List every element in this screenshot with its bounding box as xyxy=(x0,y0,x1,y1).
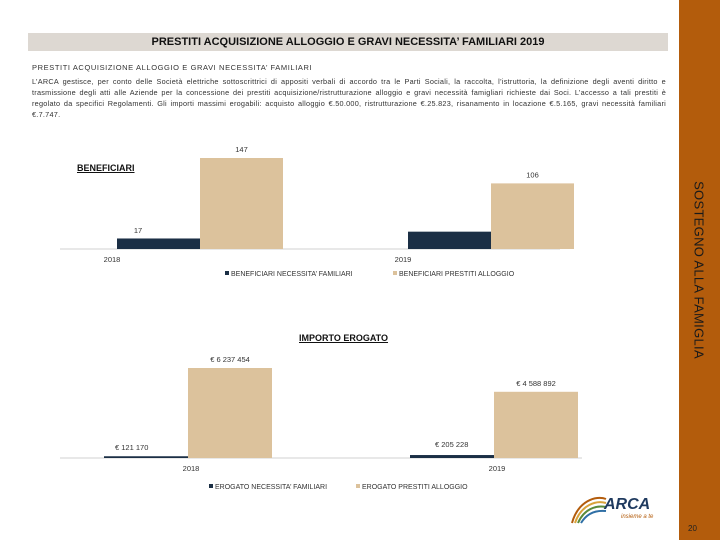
legend-label-alloggio: BENEFICIARI PRESTITI ALLOGGIO xyxy=(399,271,515,278)
data-label-necessita-2018: 17 xyxy=(133,226,143,235)
bar-alloggio-2018 xyxy=(188,368,272,458)
legend-swatch-alloggio xyxy=(356,484,360,488)
section-subheading: PRESTITI ACQUISIZIONE ALLOGGIO E GRAVI NECESSITA’ FAMILIARI xyxy=(32,63,313,72)
bar-necessita-2019 xyxy=(410,455,494,458)
legend-label-necessita: BENEFICIARI NECESSITA’ FAMILIARI xyxy=(231,271,353,278)
chart-title-importo: IMPORTO EROGATO xyxy=(299,333,389,343)
logo-tagline: insieme a te xyxy=(621,514,654,520)
legend-swatch-alloggio xyxy=(393,271,397,275)
tick-label-2019: 2019 xyxy=(488,464,506,473)
legend-swatch-necessita xyxy=(225,271,229,275)
bar-alloggio-2019 xyxy=(494,392,578,458)
data-label-alloggio-2019: € 4 588 892 xyxy=(516,378,556,388)
logo-name: ARCA xyxy=(604,496,651,513)
data-label-necessita-2019: € 205 228 xyxy=(435,440,469,449)
legend-label-alloggio: EROGATO PRESTITI ALLOGGIO xyxy=(362,484,468,491)
tick-label-2018: 2018 xyxy=(182,464,200,473)
bar-necessita-2019 xyxy=(408,232,491,249)
page-number: 20 xyxy=(688,524,697,533)
legend-label-necessita: EROGATO NECESSITA’ FAMILIARI xyxy=(215,484,328,491)
data-label-alloggio-2018: 147 xyxy=(235,145,248,154)
side-label: SOSTEGNO ALLA FAMIGLIA xyxy=(691,181,707,359)
bar-alloggio-2019 xyxy=(491,183,574,249)
legend-swatch-necessita xyxy=(209,484,213,488)
description-paragraph: L’ARCA gestisce, per conto delle Società elettriche sottoscrittrici di appositi verbali di accordo tra le Parti Sociali, la raccolta, l’istruttoria, la definizione degli aventi diritto e trasmissione degli atti alle Aziende per la concessione dei prestiti acquisizione/ristrutturazione alloggio e gravi necessità famigliari richieste dai Soci. L’accesso a tali prestiti è regolato da specifici Regolamenti. Gli importi massimi erogabili: acquisto alloggio €.50.000, ristrutturazione €.25.823, risanamento in locazione €.5.165, gravi necessità familiari €.7.747. xyxy=(32,77,666,119)
bar-necessita-2018 xyxy=(104,456,188,458)
tick-label-2018: 2018 xyxy=(103,255,121,264)
chart-title-beneficiari: BENEFICIARI xyxy=(77,163,135,173)
bar-alloggio-2018 xyxy=(200,158,283,249)
page-title: PRESTITI ACQUISIZIONE ALLOGGIO E GRAVI NECESSITA’ FAMILIARI 2019 xyxy=(28,33,668,51)
data-label-necessita-2018: € 121 170 xyxy=(115,443,149,452)
tick-label-2019: 2019 xyxy=(394,255,412,264)
data-label-alloggio-2019: 106 xyxy=(526,170,539,180)
data-label-alloggio-2018: € 6 237 454 xyxy=(210,355,250,364)
bar-necessita-2018 xyxy=(117,238,200,249)
